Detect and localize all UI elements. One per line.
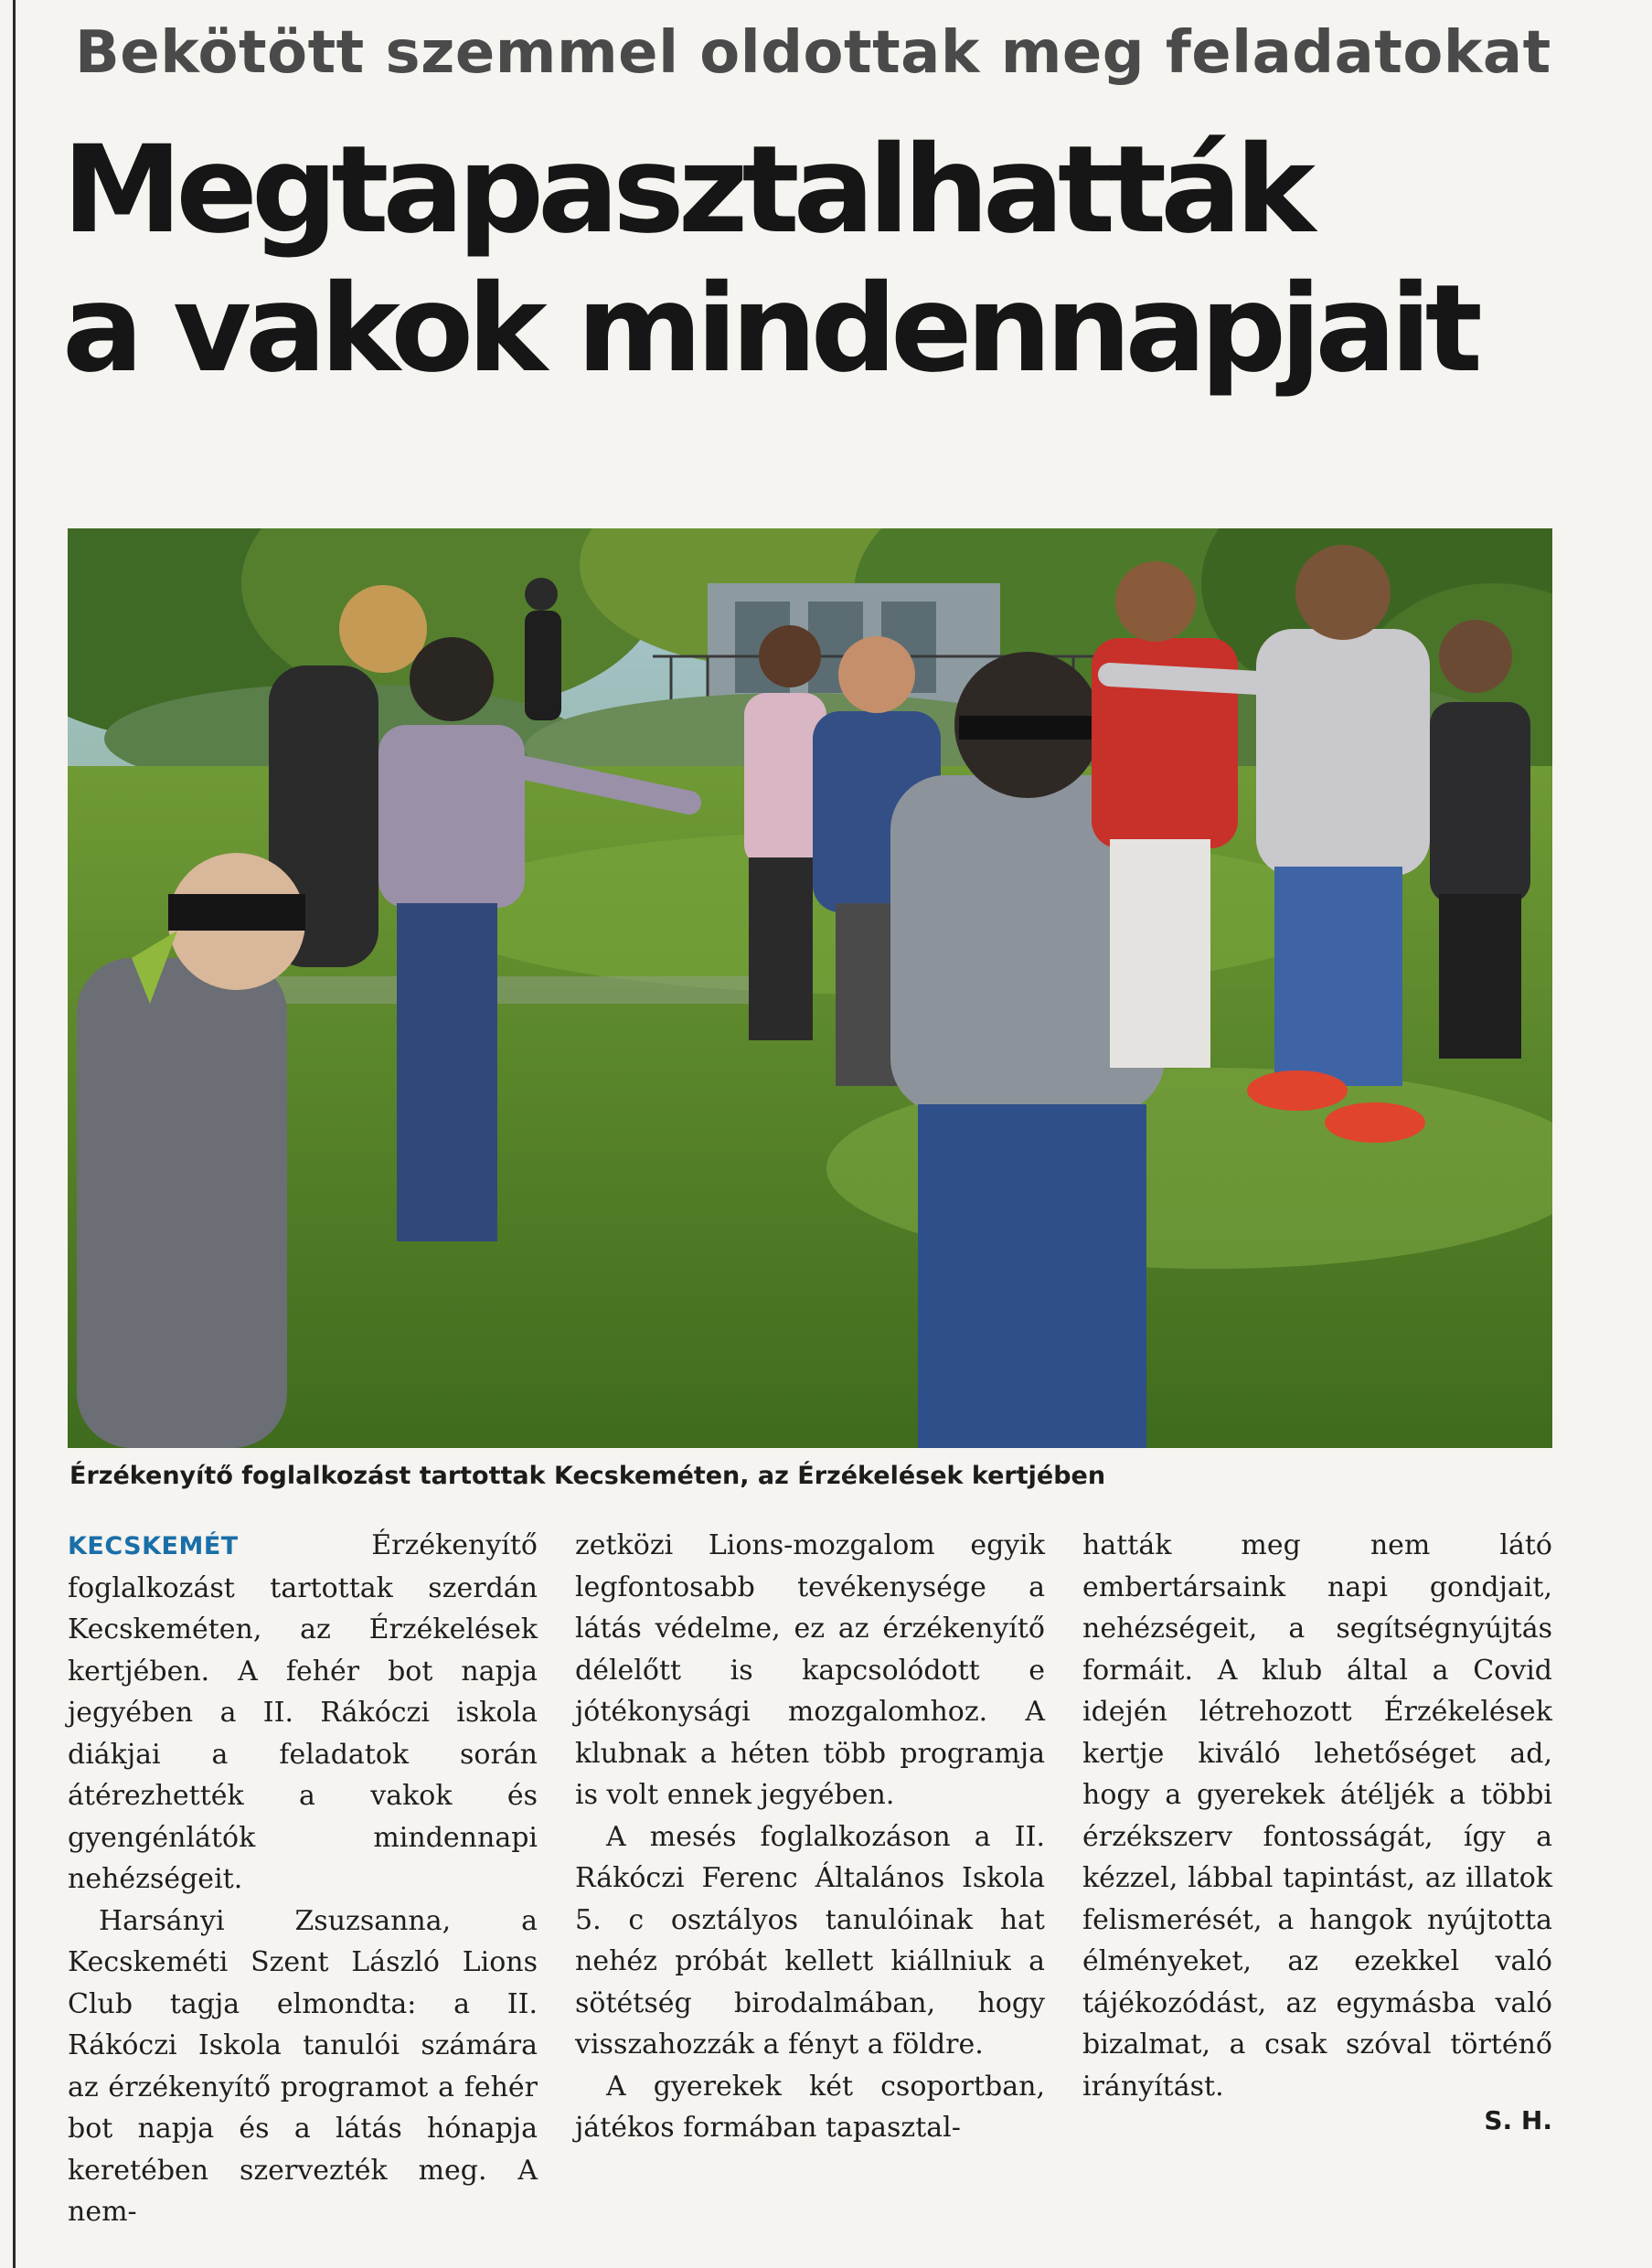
dateline: KECSKEMÉT (68, 1532, 239, 1560)
body-paragraph: Harsányi Zsuzsanna, a Kecskeméti Szent László Lions Club tagja elmondta: a II. Rákóczi Iskola tanulói számára az érzékenyítő programot a fehér bot napja és a látás hónapja keretében szervezték meg. A nem- (68, 1904, 538, 2228)
body-column-2 (575, 1525, 1045, 2149)
article-kicker: Bekötött szemmel oldottak meg feladatokat (75, 19, 1551, 87)
body-paragraph: A mesés foglalkozáson a II. Rákóczi Ferenc Általános Iskola 5. c osztályos tanulóinak hat nehéz próbát kellett kiállniuk a sötétség birodalmában, hogy visszahozzák a fényt a földre. (575, 1820, 1045, 2060)
body-paragraph: A gyerekek két csoportban, játékos formában tapasztal- (575, 2070, 1045, 2144)
headline-line-2: a vakok mindennapjait (62, 259, 1476, 399)
article-photo (68, 528, 1552, 1448)
article-body (68, 1525, 1552, 2228)
article-headline (62, 121, 1580, 399)
body-paragraph: zetközi Lions-mozgalom egyik legfontosabb tevékenysége a látás védelme, ez az érzékenyítő délelőtt is kapcsolódott e jótékonysági mozgalomhoz. A klubnak a héten több programja is volt ennek jegyében. (575, 1529, 1045, 1811)
photo-children-blindfolded-garden (68, 528, 1552, 1448)
headline-line-1: Megtapasztalhatták (62, 120, 1310, 261)
page-edge-rule (13, 0, 16, 2268)
body-paragraph: hatták meg nem látó embertársaink napi gondjait, nehézségeit, a segítségnyújtás formáit. A klub által a Covid idején létrehozott Érzékelések kertje kiváló lehetőséget ad, hogy a gyerekek átéljék a többi érzékszerv fontosságát, így a kézzel, lábbal tapintást, az illatok felismerését, a hangok nyújtotta élményeket, az ezekkel való tájékozódást, az egymásba való bizalmat, a csak szóval történő irányítást. (1082, 1529, 1552, 2103)
photo-caption: Érzékenyítő foglalkozást tartottak Kecskeméten, az Érzékelések kertjében (69, 1462, 1106, 1490)
body-column-1 (68, 1525, 538, 2233)
author-initials: S. H. (1484, 2105, 1552, 2135)
paragraph-text: Érzékenyítő foglalkozást tartottak szerdán Kecskeméten, az Érzékelések kertjében. A fehér bot napja jegyében a II. Rákóczi iskola diákjai a feladatok során átérezhették a vakok és gyengénlátók mindennapi nehézségeit. (68, 1529, 538, 1895)
body-paragraph (68, 1525, 538, 1901)
body-column-3 (1082, 1525, 1552, 2107)
